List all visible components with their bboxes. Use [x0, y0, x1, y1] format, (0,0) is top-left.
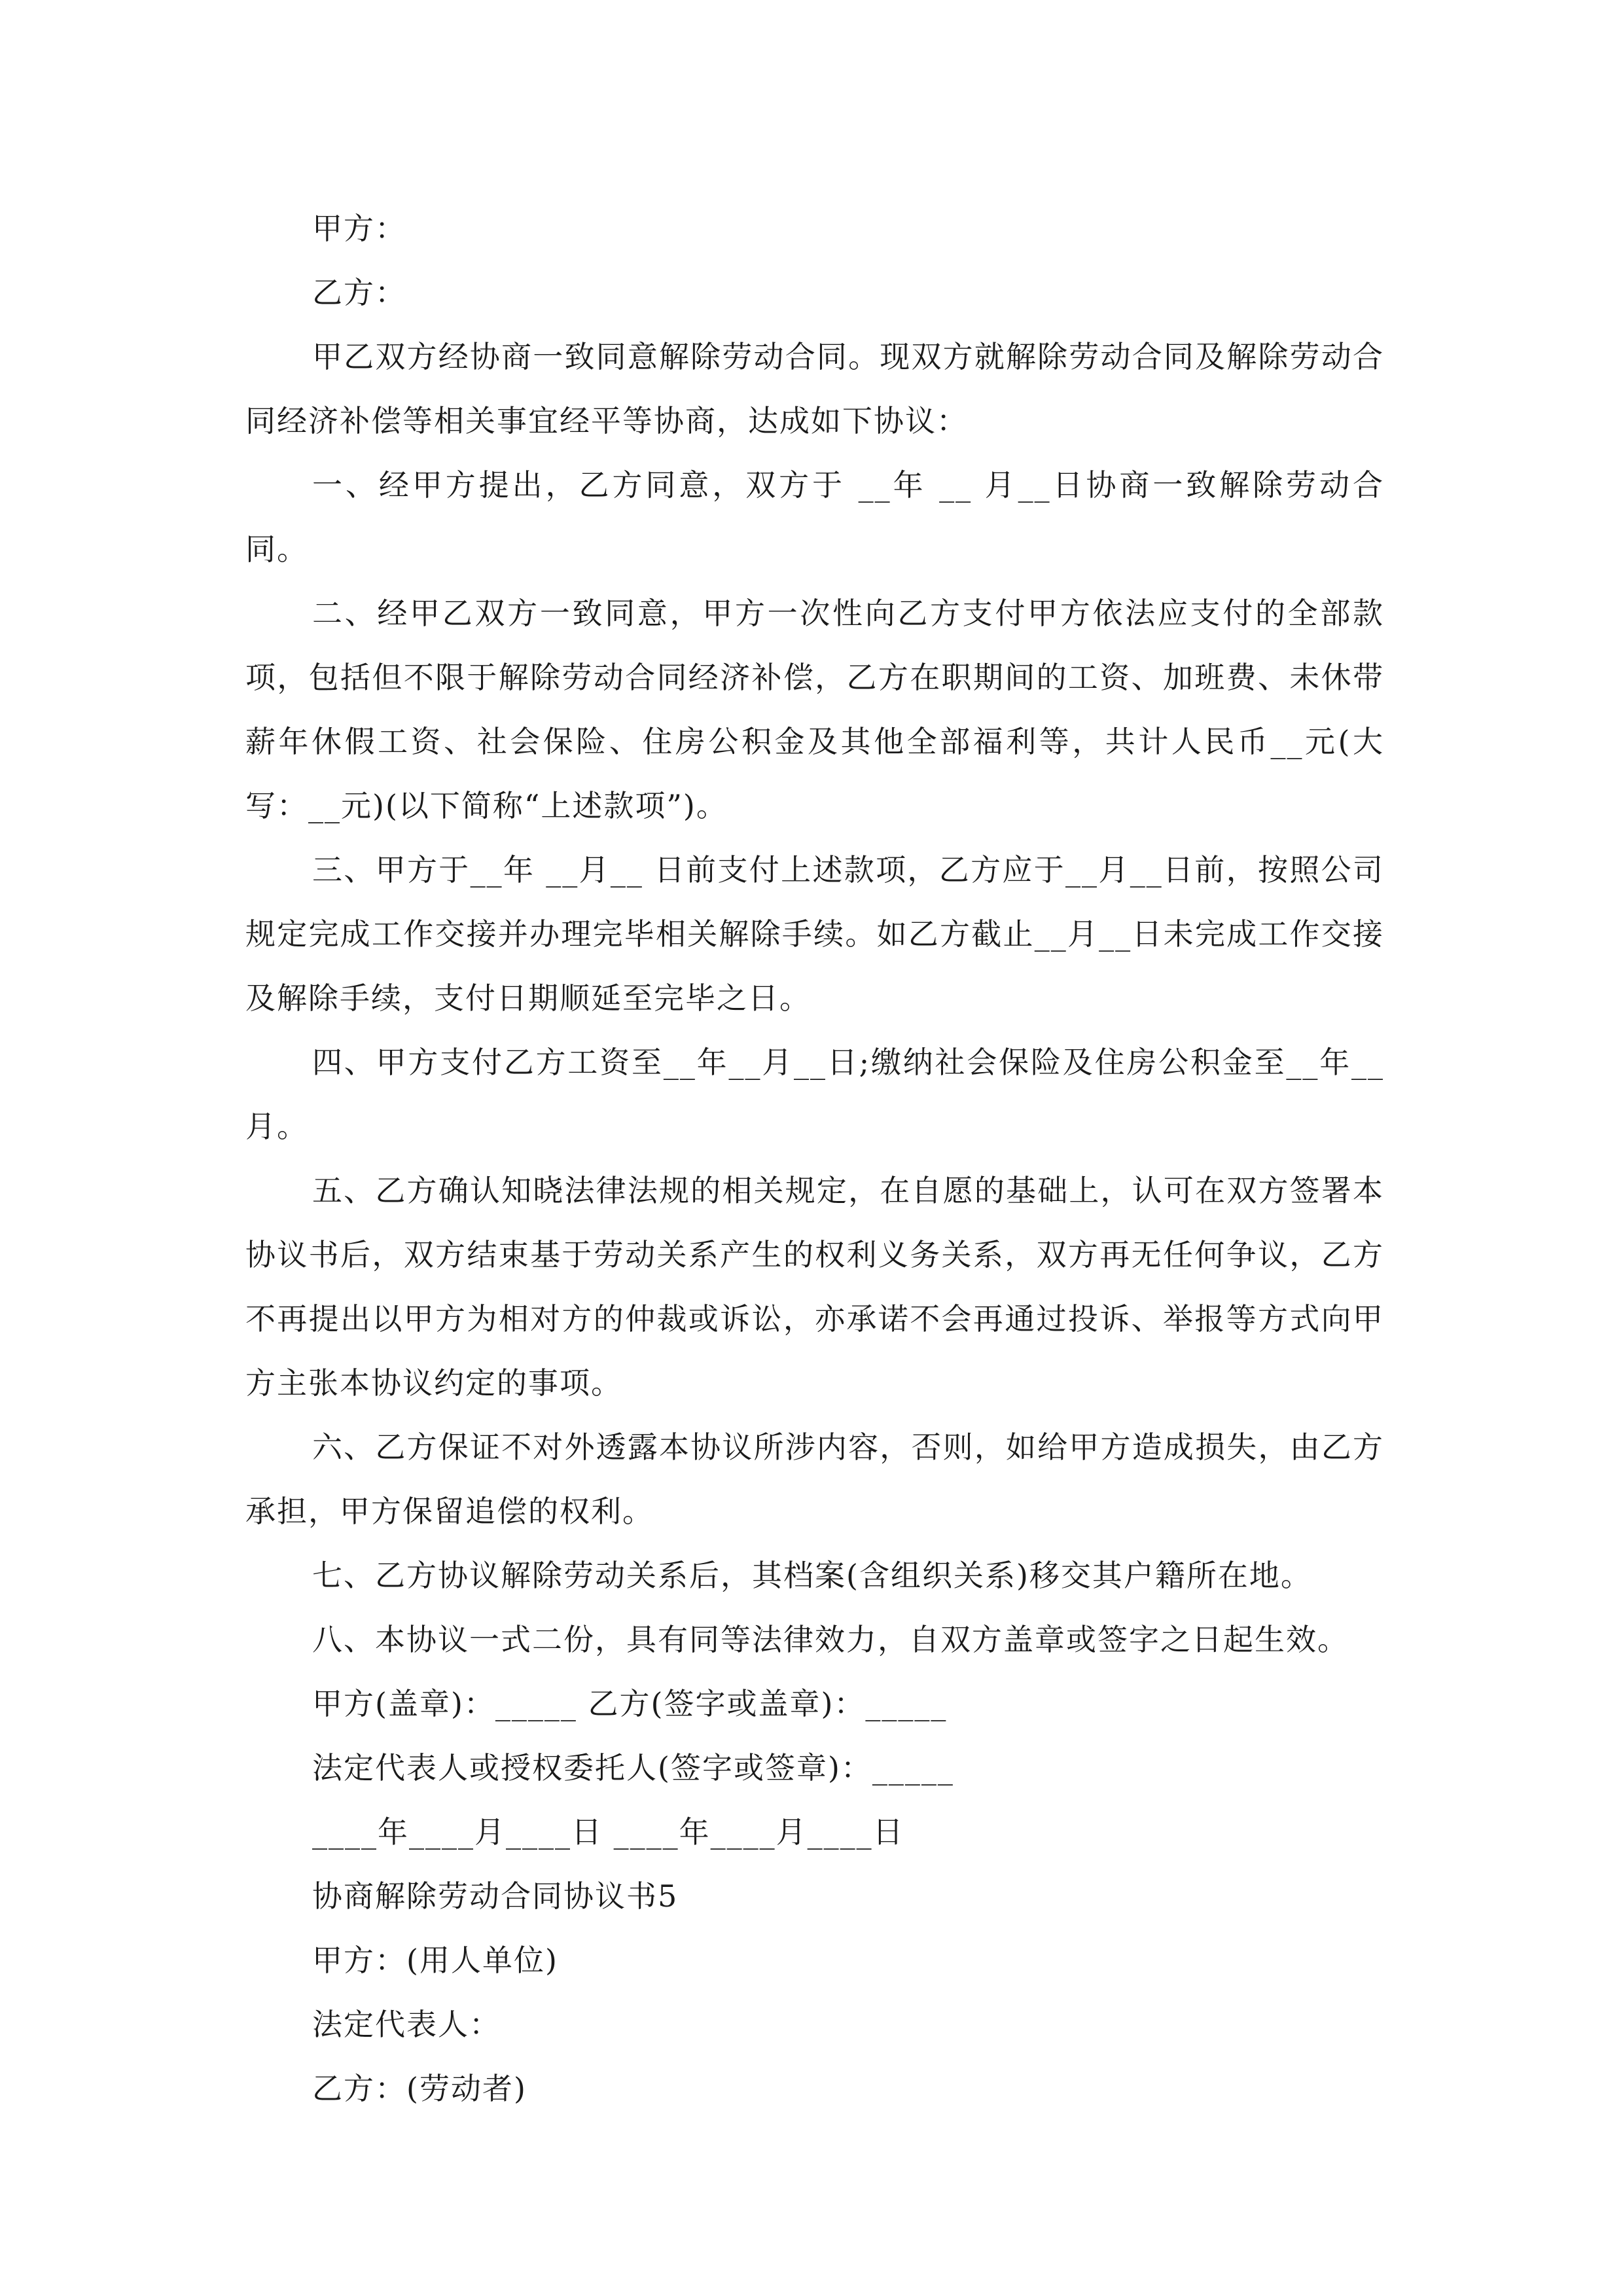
- legal-representative-label: 法定代表人：: [312, 2007, 501, 2042]
- agreement-title-5: 协商解除劳动合同协议书5: [312, 1878, 679, 1914]
- clause-3: 三、甲方于__年 __月__ 日前支付上述款项，乙方应于__月__日前，按照公司规定完成工作交接并办理完毕相关解除手续。如乙方截止__月__日未完成工作交接及解除手续，支付日期顺延至完毕之日。: [245, 852, 1384, 1016]
- clause-4: 四、甲方支付乙方工资至__年__月__日;缴纳社会保险及住房公积金至__年__月。: [245, 1045, 1384, 1144]
- clause-8: 八、本协议一式二份，具有同等法律效力，自双方盖章或签字之日起生效。: [312, 1622, 1349, 1657]
- clause-7: 七、乙方协议解除劳动关系后，其档案(含组织关系)移交其户籍所在地。: [312, 1558, 1312, 1593]
- date-line: ____年____月____日 ____年____月____日: [312, 1814, 904, 1850]
- document-body: [245, 196, 1384, 2121]
- clause-1: 一、经甲方提出，乙方同意，双方于 __年 __ 月__日协商一致解除劳动合同。: [245, 467, 1384, 567]
- party-a-label: 甲方：: [312, 211, 406, 246]
- representative-line: 法定代表人或授权委托人(签字或签章)：_____: [312, 1750, 954, 1785]
- clause-6: 六、乙方保证不对外透露本协议所涉内容，否则，如给甲方造成损失，由乙方承担，甲方保留追偿的权利。: [245, 1429, 1384, 1529]
- party-b-label: 乙方：: [312, 275, 406, 310]
- employee-label: 乙方：(劳动者): [312, 2071, 527, 2106]
- employer-label: 甲方：(用人单位): [312, 1943, 558, 1978]
- intro-paragraph: 甲乙双方经协商一致同意解除劳动合同。现双方就解除劳动合同及解除劳动合同经济补偿等相关事宜经平等协商，达成如下协议：: [245, 339, 1384, 439]
- clause-5: 五、乙方确认知晓法律法规的相关规定，在自愿的基础上，认可在双方签署本协议书后，双方结束基于劳动关系产生的权利义务关系，双方再无任何争议，乙方不再提出以甲方为相对方的仲裁或诉讼，亦承诺不会再通过投诉、举报等方式向甲方主张本协议约定的事项。: [245, 1173, 1384, 1401]
- clause-2: 二、经甲乙双方一致同意，甲方一次性向乙方支付甲方依法应支付的全部款项，包括但不限于解除劳动合同经济补偿，乙方在职期间的工资、加班费、未休带薪年休假工资、社会保险、住房公积金及其他全部福利等，共计人民币__元(大写：__元)(以下简称“上述款项”)。: [245, 596, 1384, 823]
- signature-line: 甲方(盖章)：_____ 乙方(签字或盖章)：_____: [312, 1686, 948, 1721]
